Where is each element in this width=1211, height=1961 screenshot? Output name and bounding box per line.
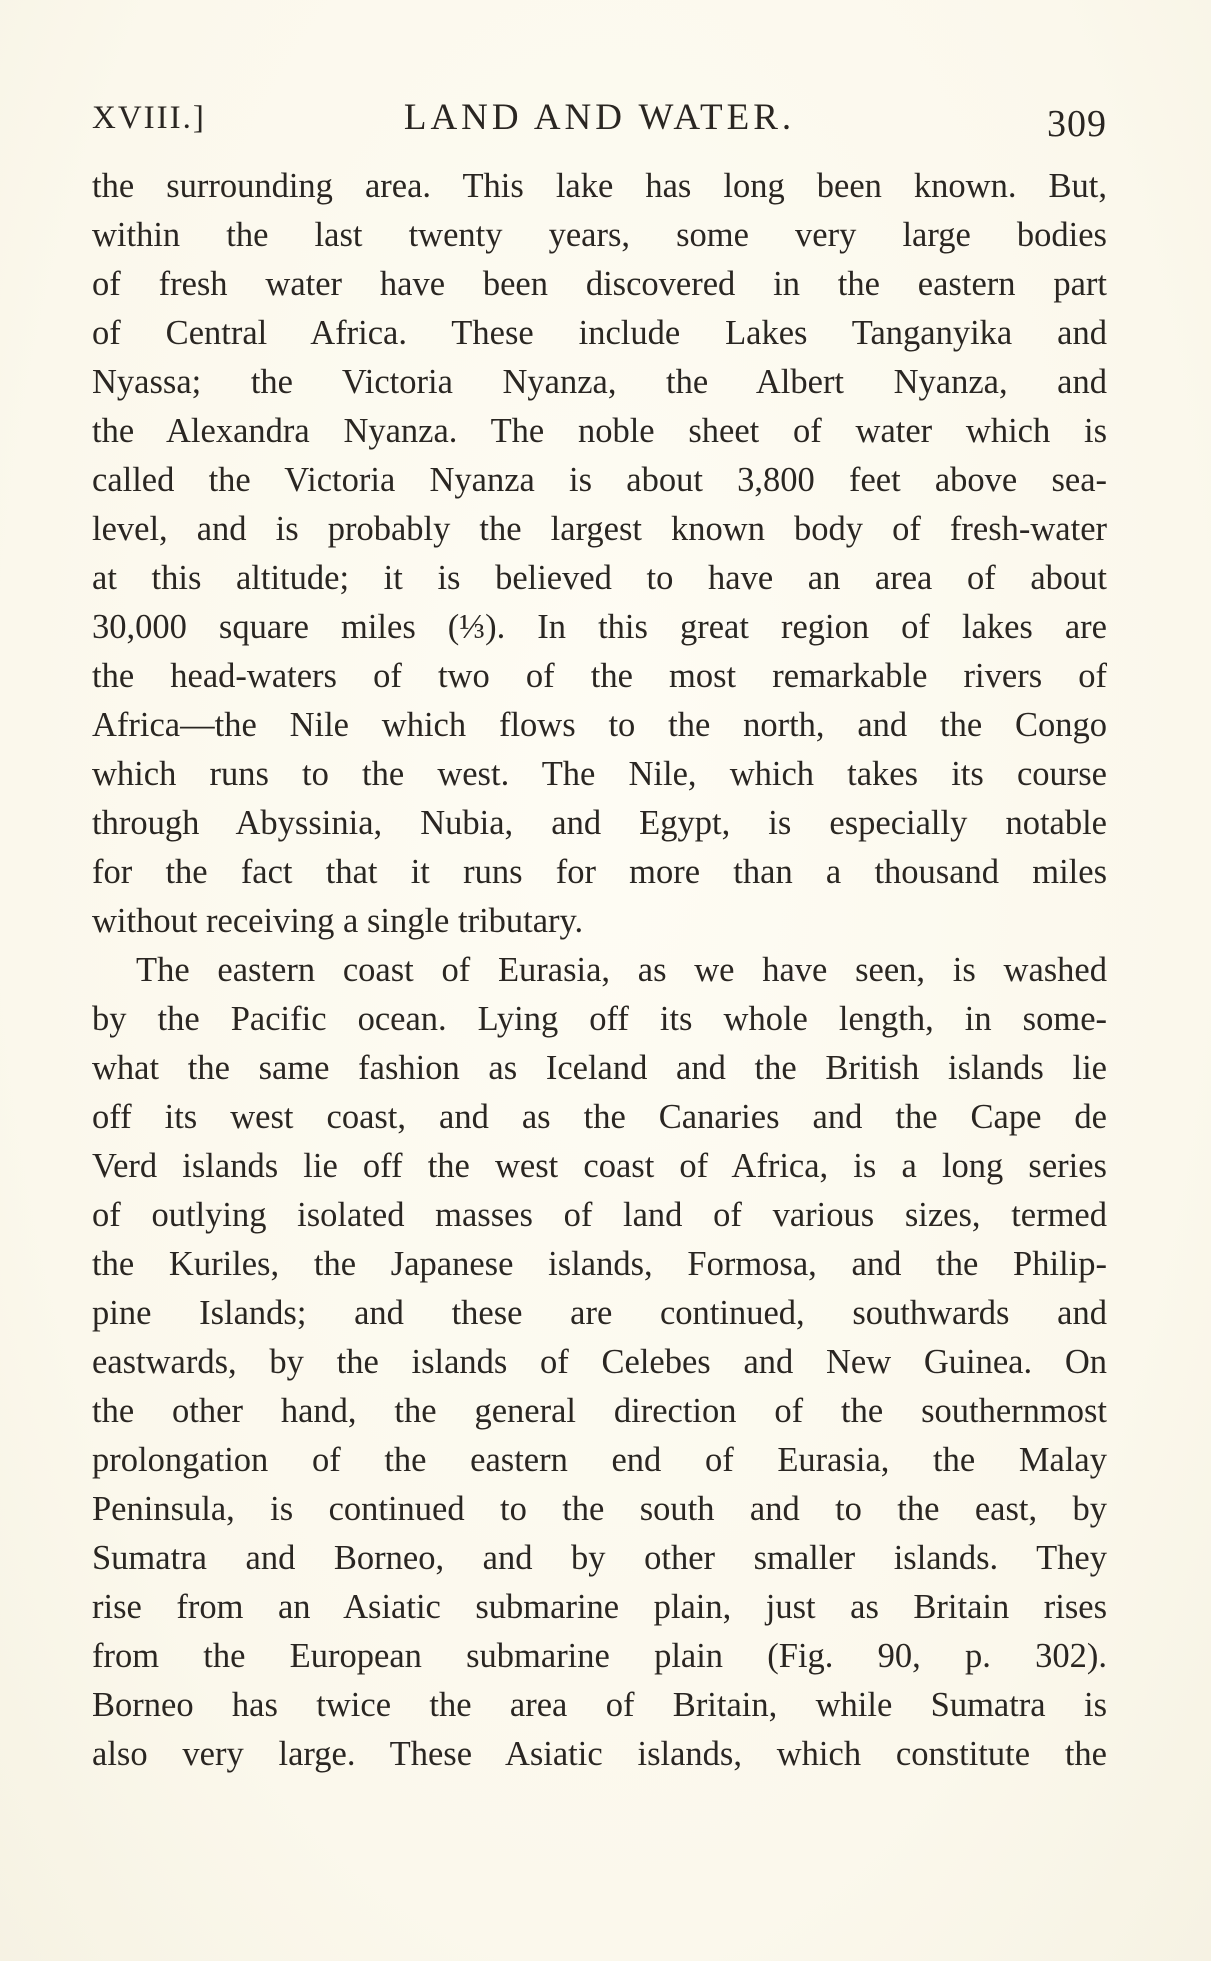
text-line: which runs to the west. The Nile, which takes its course [92, 755, 1107, 793]
text-line: the head-waters of two of the most remarkable rivers of [92, 657, 1107, 695]
text-line: of fresh water have been discovered in the eastern part [92, 265, 1107, 303]
text-line: without receiving a single tributary. [92, 902, 584, 940]
text-line: the other hand, the general direction of the southernmost [92, 1392, 1107, 1430]
text-line: through Abyssinia, Nubia, and Egypt, is especially notable [92, 804, 1107, 842]
text-line: for the fact that it runs for more than a thousand miles [92, 853, 1107, 891]
text-line: from the European submarine plain (Fig. 90, p. 302). [92, 1637, 1107, 1675]
text-line: level, and is probably the largest known body of fresh-water [92, 510, 1107, 548]
text-line: Borneo has twice the area of Britain, while Sumatra is [92, 1686, 1107, 1724]
text-line: off its west coast, and as the Canaries and the Cape de [92, 1098, 1107, 1136]
text-line: prolongation of the eastern end of Eurasia, the Malay [92, 1441, 1107, 1479]
text-line: also very large. These Asiatic islands, which constitute the [92, 1735, 1107, 1773]
text-line: of Central Africa. These include Lakes Tanganyika and [92, 314, 1107, 352]
paragraph-start-line: The eastern coast of Eurasia, as we have seen, is washed [136, 951, 1107, 989]
running-header [92, 96, 1107, 146]
text-line: by the Pacific ocean. Lying off its whole length, in some- [92, 1000, 1107, 1038]
text-line: rise from an Asiatic submarine plain, just as Britain rises [92, 1588, 1107, 1626]
text-line: 30,000 square miles (⅓). In this great region of lakes are [92, 608, 1107, 646]
text-line: the surrounding area. This lake has long been known. But, [92, 167, 1107, 205]
page-number: 309 [1047, 103, 1107, 145]
text-line: at this altitude; it is believed to have an area of about [92, 559, 1107, 597]
text-line: the Kuriles, the Japanese islands, Formosa, and the Philip- [92, 1245, 1107, 1283]
chapter-number: XVIII.] [92, 100, 206, 136]
text-line: within the last twenty years, some very large bodies [92, 216, 1107, 254]
text-line: called the Victoria Nyanza is about 3,800 feet above sea- [92, 461, 1107, 499]
text-line: Verd islands lie off the west coast of Africa, is a long series [92, 1147, 1107, 1185]
body-text [92, 162, 1107, 1779]
text-line: Africa—the Nile which flows to the north, and the Congo [92, 706, 1107, 744]
text-line: what the same fashion as Iceland and the British islands lie [92, 1049, 1107, 1087]
text-line: Sumatra and Borneo, and by other smaller islands. They [92, 1539, 1107, 1577]
text-line: the Alexandra Nyanza. The noble sheet of water which is [92, 412, 1107, 450]
running-title: LAND AND WATER. [403, 97, 796, 138]
text-line: Nyassa; the Victoria Nyanza, the Albert Nyanza, and [92, 363, 1107, 401]
text-line: pine Islands; and these are continued, southwards and [92, 1294, 1107, 1332]
text-line: Peninsula, is continued to the south and to the east, by [92, 1490, 1107, 1528]
text-line: of outlying isolated masses of land of various sizes, termed [92, 1196, 1107, 1234]
text-line: eastwards, by the islands of Celebes and New Guinea. On [92, 1343, 1107, 1381]
